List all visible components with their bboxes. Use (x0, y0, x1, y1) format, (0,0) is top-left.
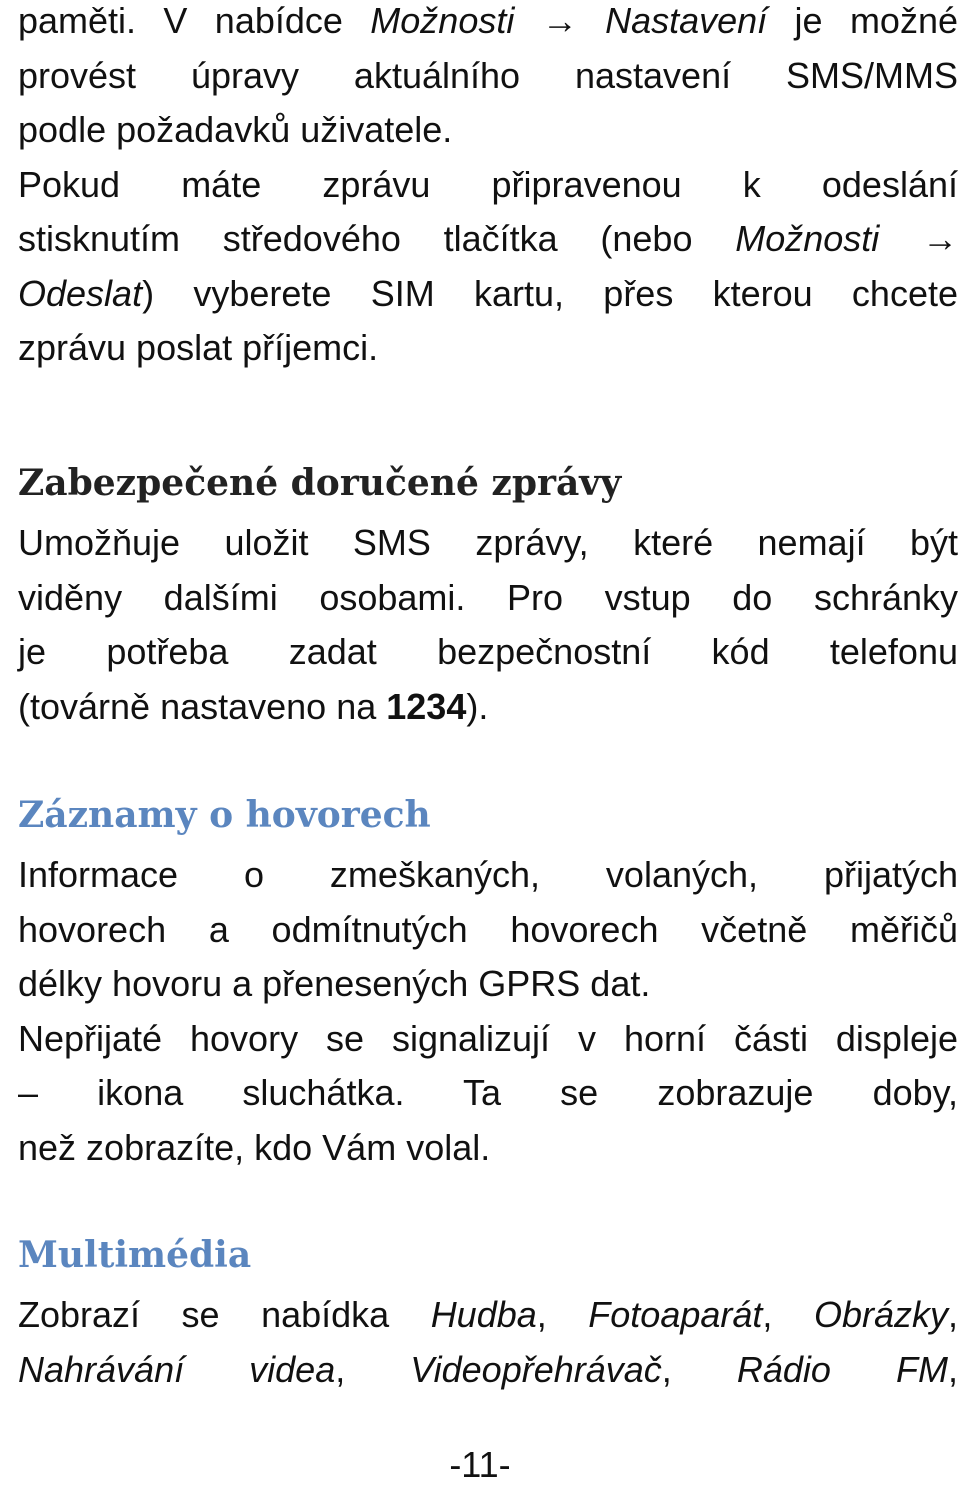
intro-line-1: paměti. V nabídce Možnosti → Nastavení je možné (18, 0, 958, 41)
page-number: -11- (449, 1444, 511, 1485)
section-secure-inbox-paragraph (18, 516, 958, 734)
default-code: 1234 (386, 685, 467, 727)
intro-line-6: Odeslat) vyberete SIM kartu, přes kterou chcete (18, 272, 958, 314)
menu-send: Odeslat (18, 272, 143, 314)
section-heading-secure-inbox: Zabezpečené doručené zprávy (18, 462, 622, 504)
menu-options: Možnosti (735, 218, 880, 259)
section-multimedia-paragraph (18, 1288, 958, 1397)
intro-line-4: Pokud máte zprávu připravenou k odeslání (18, 163, 958, 205)
calllog-line-3: délky hovoru a přenesených GPRS dat. (18, 963, 651, 1004)
intro-line-5: stisknutím středového tlačítka (nebo Možnosti → (18, 218, 958, 259)
calllog-line-6: než zobrazíte, kdo Vám volal. (18, 1126, 491, 1168)
arrow-icon: → (879, 218, 958, 259)
intro-line-3: podle požadavků uživatele. (18, 109, 453, 150)
calllog-line-5: – ikona sluchátka. Ta se zobrazuje doby, (18, 1072, 958, 1113)
intro-line-2: provést úpravy aktuálního nastavení SMS/MMS (18, 54, 958, 96)
menu-settings: Nastavení (605, 0, 768, 41)
section-heading-multimedia: Multimédia (18, 1234, 252, 1276)
secure-line-3: je potřeba zadat bezpečnostní kód telefonu (18, 631, 958, 672)
multimedia-line-2: Nahrávání videa, Videopřehrávač, Rádio FM, (18, 1348, 958, 1390)
intro-line-7: zprávu poslat příjemci. (18, 327, 379, 368)
menu-options: Možnosti (370, 0, 515, 41)
arrow-icon: → (514, 0, 606, 41)
calllog-line-2: hovorech a odmítnutých hovorech včetně měřičů (18, 908, 958, 950)
multimedia-line-1: Zobrazí se nabídka Hudba, Fotoaparát, Obrázky, (18, 1294, 958, 1335)
secure-line-2: viděny dalšími osobami. Pro vstup do schránky (18, 576, 958, 618)
section-call-log-paragraph (18, 848, 958, 1175)
calllog-line-4: Nepřijaté hovory se signalizují v horní části displeje (18, 1017, 958, 1059)
calllog-line-1: Informace o zmeškaných, volaných, přijatých (18, 854, 958, 895)
intro-paragraph (18, 0, 958, 376)
secure-line-4: (továrně nastaveno na 1234). (18, 685, 489, 727)
secure-line-1: Umožňuje uložit SMS zprávy, které nemají být (18, 522, 958, 563)
section-heading-call-log: Záznamy o hovorech (18, 794, 431, 836)
